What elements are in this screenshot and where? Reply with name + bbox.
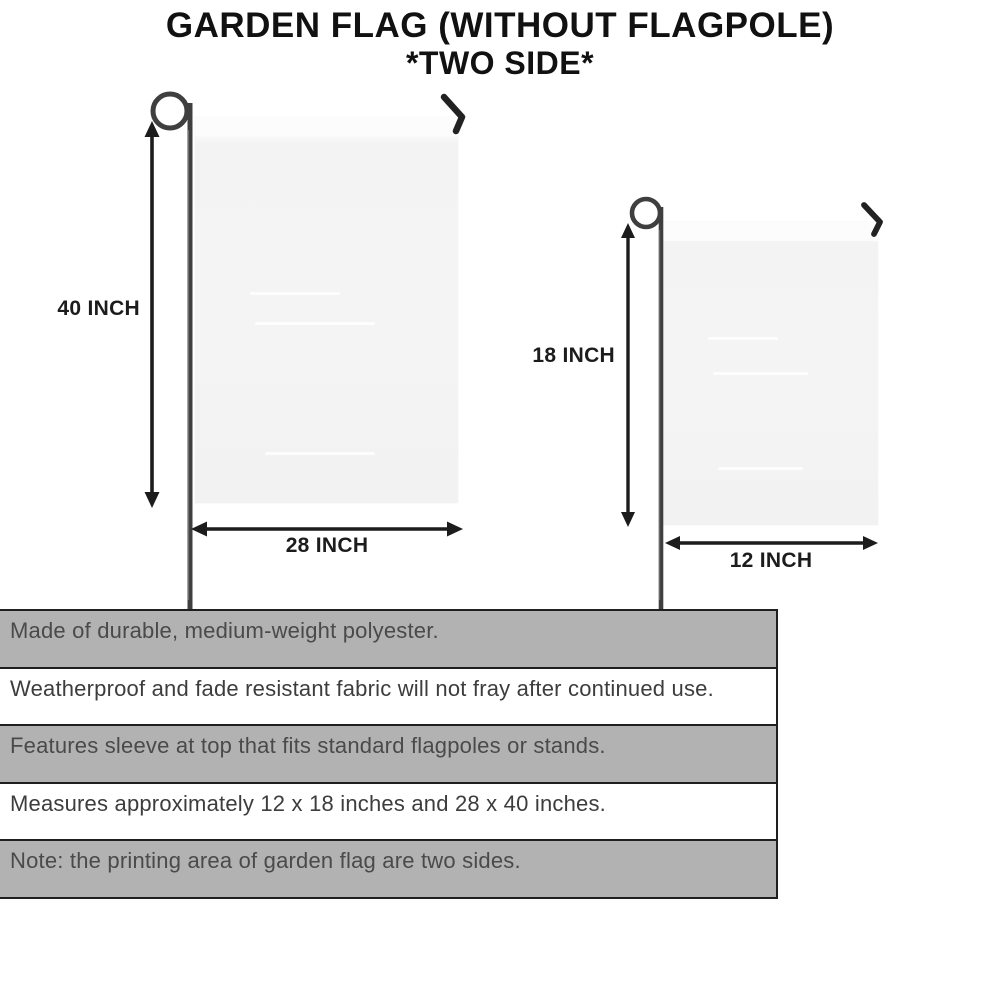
page-title-line2: *TWO SIDE*: [405, 45, 595, 81]
large-flag-stake-pole-icon: [153, 94, 190, 610]
spec-row-polyester: [0, 611, 776, 669]
fold-mark: [250, 292, 340, 295]
spec-row-measures: [0, 784, 776, 842]
page-title: [0, 6, 1000, 80]
small-flag-width-arrow: [665, 536, 878, 550]
spec-text: Measures approximately 12 x 18 inches and 28 x 40 inches.: [10, 790, 606, 816]
spec-row-weatherproof: [0, 669, 776, 727]
large-flag-sleeve: [195, 117, 458, 136]
small-flag-stake-pole-icon: [632, 199, 661, 610]
fold-mark: [255, 322, 375, 325]
fold-mark: [718, 467, 803, 470]
spec-text: Note: the printing area of garden flag are two sides.: [10, 848, 521, 874]
small-flag-sleeve: [663, 222, 878, 241]
spec-row-sleeve: [0, 726, 776, 784]
spec-text: Made of durable, medium-weight polyester.: [10, 618, 439, 643]
large-flag-width-label: 28 INCH: [285, 534, 369, 557]
small-flag-height-arrow: [621, 223, 635, 527]
spec-text: Weatherproof and fade resistant fabric will not fray after continued use.: [10, 675, 714, 701]
large-flag-height-label: 40 INCH: [57, 297, 140, 320]
spec-row-note: [0, 841, 776, 899]
small-flag: [663, 222, 878, 525]
small-flag-height-label: 18 INCH: [532, 344, 615, 367]
page-title-line1: GARDEN FLAG (WITHOUT FLAGPOLE): [165, 6, 835, 45]
fold-mark: [713, 372, 808, 375]
large-flag: [195, 117, 458, 503]
spec-text: Features sleeve at top that fits standard flagpoles or stands.: [10, 733, 606, 759]
large-flag-height-arrow: [145, 121, 160, 508]
fold-mark: [708, 337, 778, 340]
fold-mark: [265, 452, 375, 455]
spec-list: [0, 609, 778, 899]
small-flag-width-label: 12 INCH: [729, 549, 813, 572]
